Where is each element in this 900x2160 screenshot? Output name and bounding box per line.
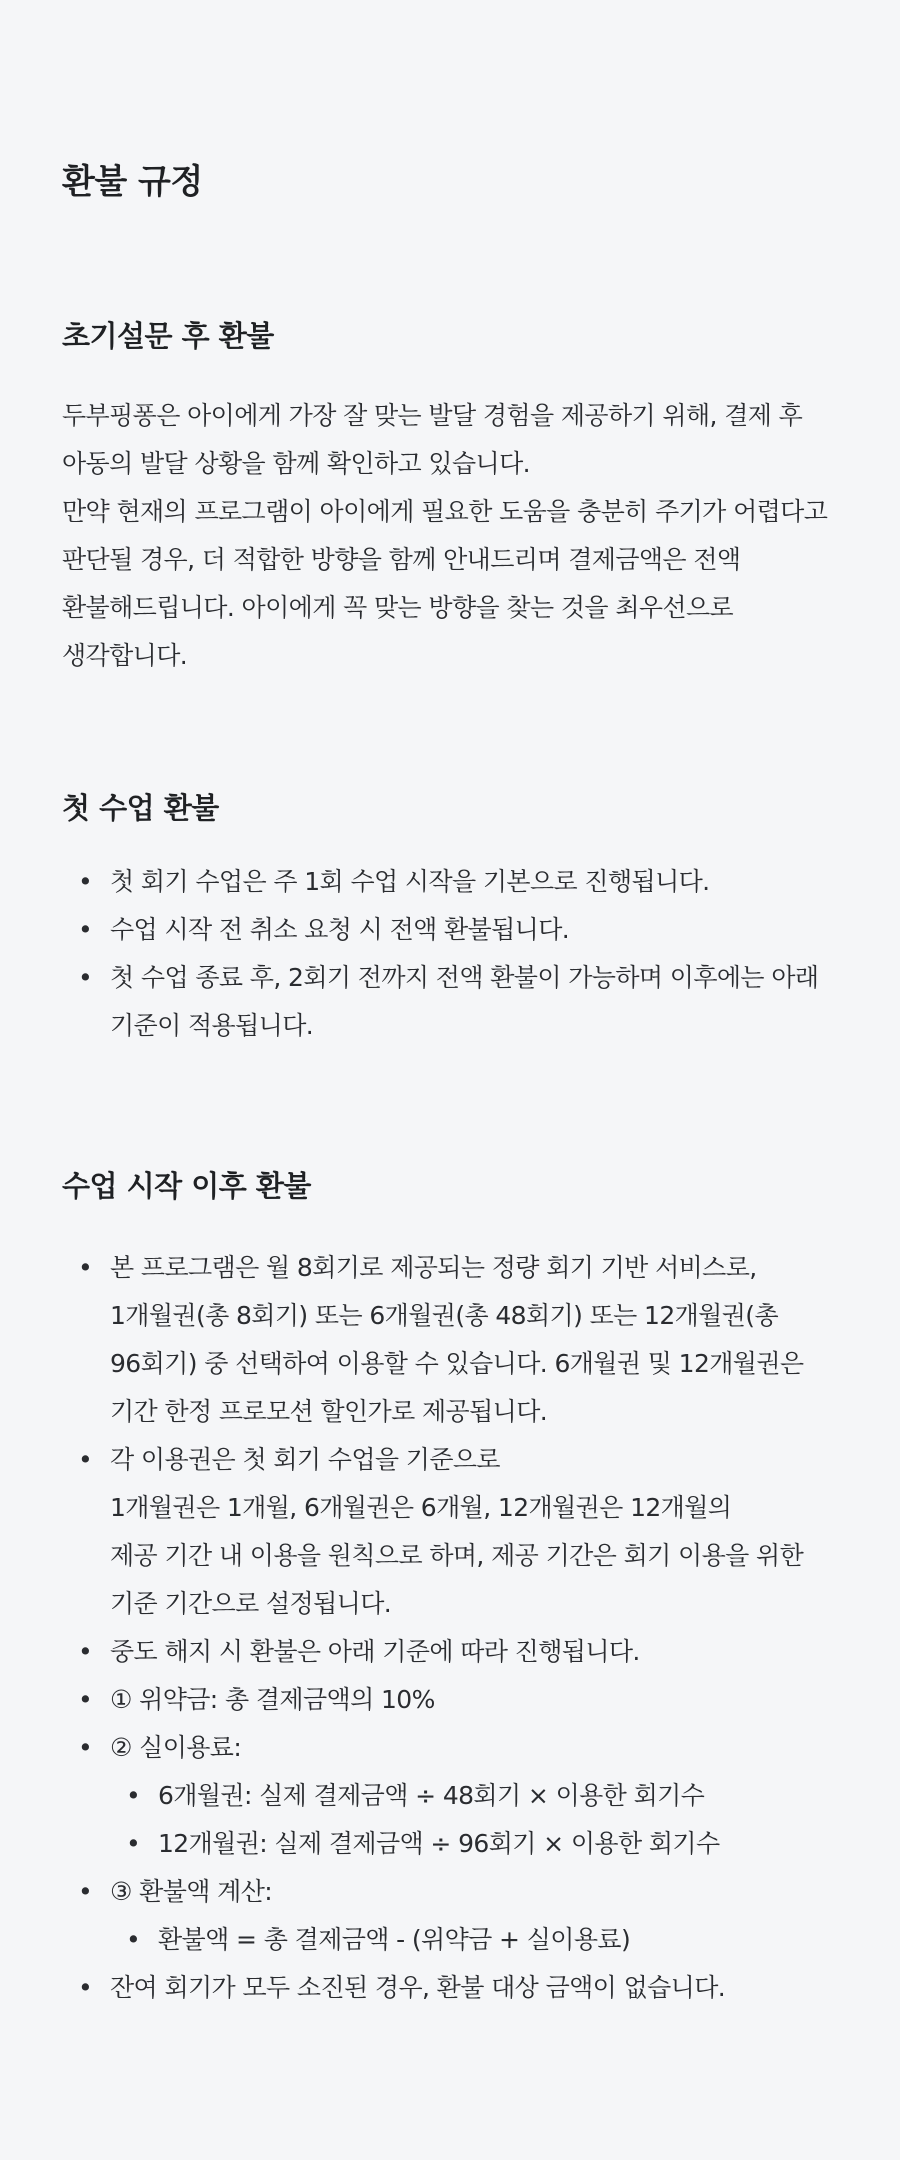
bullet-list: [62, 1244, 838, 2012]
list-item: [62, 1868, 838, 1916]
list-item: • 잔여 회기가 모두 소진된 경우, 환불 대상 금액이 없습니다.: [62, 1964, 838, 2012]
page-title: 환불 규정: [62, 162, 203, 202]
section-after-class-start-refund: [62, 1168, 838, 2012]
sub-list-item: • 6개월권: 실제 결제금액 ÷ 48회기 × 이용한 회기수: [62, 1772, 838, 1820]
section-initial-survey-refund: [62, 318, 838, 680]
bullet-list: [62, 858, 838, 1050]
section-heading: 초기설문 후 환불: [62, 319, 274, 353]
list-item: • 수업 시작 전 취소 요청 시 전액 환불됩니다.: [62, 906, 838, 954]
paragraph: 만약 현재의 프로그램이 아이에게 필요한 도움을 충분히 주기가 어렵다고 판단될 경우, 더 적합한 방향을 함께 안내드리며 결제금액은 전액 환불해드립니다. 아이에게 꼭 맞는 방향을 찾는 것을 최우선으로 생각합니다.: [62, 496, 828, 670]
list-item: • 각 이용권은 첫 회기 수업을 기준으로 1개월권은 1개월, 6개월권은 6개월, 12개월권은 12개월의 제공 기간 내 이용을 원칙으로 하며, 제공 기간은 회기 이용을 위한 기준 기간으로 설정됩니다.: [62, 1436, 838, 1628]
sub-list-wrapper: [62, 1916, 838, 1964]
paragraph: 두부핑퐁은 아이에게 가장 잘 맞는 발달 경험을 제공하기 위해, 결제 후 아동의 발달 상황을 함께 확인하고 있습니다.: [62, 400, 803, 478]
list-item: • ① 위약금: 총 결제금액의 10%: [62, 1676, 838, 1724]
list-item-label: ③ 환불액 계산:: [110, 1876, 273, 1906]
list-item: • 중도 해지 시 환불은 아래 기준에 따라 진행됩니다.: [62, 1628, 838, 1676]
sub-bullet-list: [62, 1916, 838, 1964]
sub-list-item: • 12개월권: 실제 결제금액 ÷ 96회기 × 이용한 회기수: [62, 1820, 838, 1868]
sub-bullet-list: [62, 1772, 838, 1868]
section-first-class-refund: [62, 790, 838, 1050]
list-item: • 첫 수업 종료 후, 2회기 전까지 전액 환불이 가능하며 이후에는 아래 기준이 적용됩니다.: [62, 954, 838, 1050]
section-heading: 수업 시작 이후 환불: [62, 1169, 311, 1203]
sub-list-item: • 환불액 = 총 결제금액 - (위약금 + 실이용료): [62, 1916, 838, 1964]
list-item-label: ② 실이용료:: [110, 1732, 242, 1762]
list-item: • 첫 회기 수업은 주 1회 수업 시작을 기본으로 진행됩니다.: [62, 858, 838, 906]
list-item: • 본 프로그램은 월 8회기로 제공되는 정량 회기 기반 서비스로, 1개월권(총 8회기) 또는 6개월권(총 48회기) 또는 12개월권(총 96회기) 중 선택하여 이용할 수 있습니다. 6개월권 및 12개월권은 기간 한정 프로모션 할인가로 제공됩니다.: [62, 1244, 838, 1436]
list-item: [62, 1724, 838, 1772]
sub-list-wrapper: [62, 1772, 838, 1868]
section-heading: 첫 수업 환불: [62, 791, 219, 825]
